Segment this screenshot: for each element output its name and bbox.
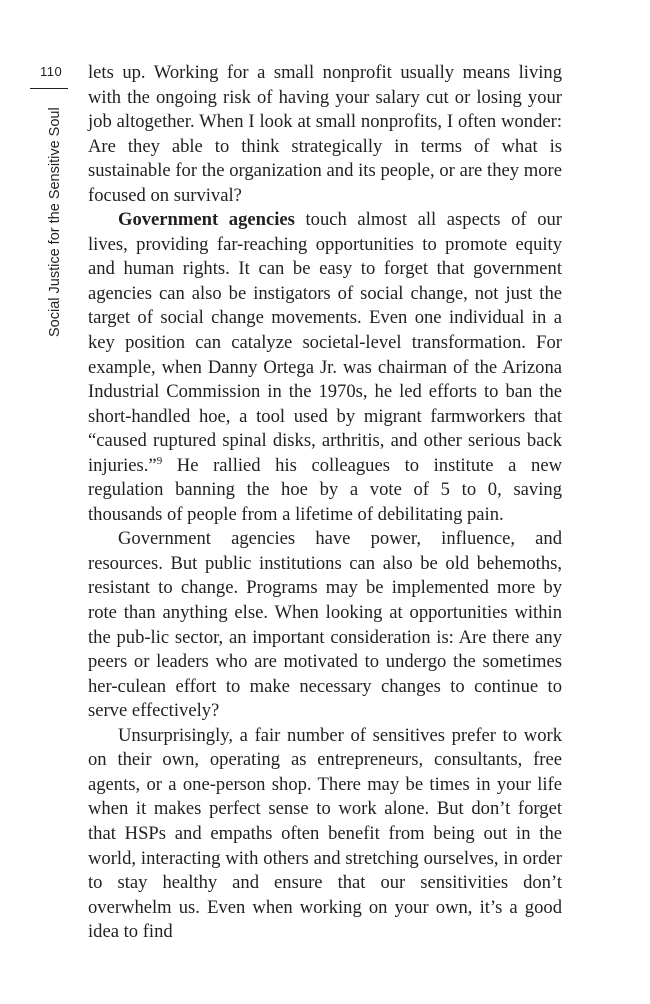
paragraph-2 [88,208,562,527]
running-head: Social Justice for the Sensitive Soul [47,107,63,337]
margin-rule [30,88,68,89]
bold-lead-in: Government agencies [118,209,295,231]
paragraph-3: Government agencies have power, influence, and resources. But public institutions can also be old behemoths, resistant to change. Programs may be implemented more by rote than anything else. When looking at opportunities within the pub-lic sector, an important consideration is: Are there any peers or leaders who are motivated to undergo the sometimes her-culean effort to make necessary changes to continue to serve effectively? [88,528,562,722]
body-text [88,61,562,945]
footnote-reference[interactable]: 9 [156,454,163,467]
paragraph-2-text-continued: He rallied his colleagues to institute a new regulation banning the hoe by a vote of 5 to 0, saving thousands of people from a lifetime of debilitating pain. [88,454,562,525]
paragraph-1: lets up. Working for a small nonprofit usually means living with the ongoing risk of having your salary cut or losing your job altogether. When I look at small nonprofits, I often wonder: Are they able to think strategically in terms of what is sustainable for the organization and its people, or are they more focused on survival? [88,62,562,206]
page-number: 110 [40,64,63,79]
paragraph-2-text: touch almost all aspects of our lives, providing far-reaching opportunities to promote equity and human rights. It can be easy to forget that government agencies can also be instigators of social change, not just the target of social change movements. Even one individual in a key position can catalyze societal-level transformation. For example, when Danny Ortega Jr. was chairman of the Arizona Industrial Commission in the 1970s, he led efforts to ban the short-handled hoe, a tool used by migrant farmworkers that “caused ruptured spinal disks, arthritis, and other serious back injuries.” [88,209,562,476]
paragraph-4: Unsurprisingly, a fair number of sensitives prefer to work on their own, operating as entrepreneurs, consultants, free agents, or a one-person shop. There may be times in your life when it makes perfect sense to work alone. But don’t forget that HSPs and empaths often benefit from being out in the world, interacting with others and stretching ourselves, in order to stay healthy and ensure that our sensitivities don’t overwhelm us. Even when working on your own, it’s a good idea to find [88,724,562,943]
